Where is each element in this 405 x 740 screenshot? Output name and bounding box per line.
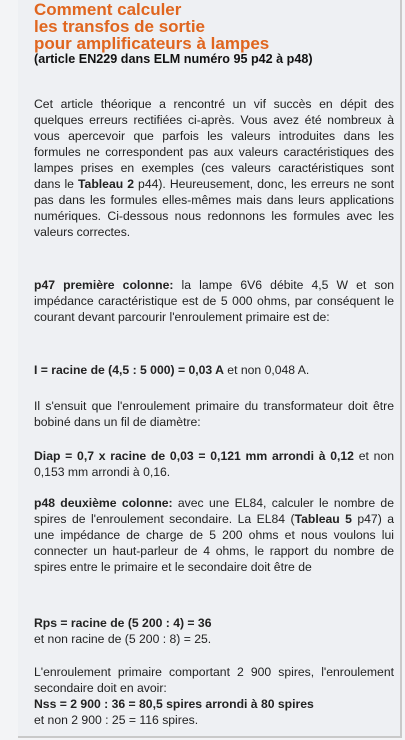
- formula-rps-text: et non racine de (5 200 : 8) = 25.: [34, 632, 212, 646]
- p47-text: la lampe 6V6 débite 4,5 W et son impédance caractéristique est de 5 000 ohms, par conséquent le courant devant parcourir l'enroulement primaire est de:: [34, 278, 394, 324]
- p48-text-2: p47) a une impédance de charge de 5 200 ohms et nous voulons lui connecter un haut-parleur de 4 ohms, le rapport du nombre de spires entre le primaire et le secondaire doit être de: [34, 512, 394, 574]
- formula-i-text: et non 0,048 A.: [223, 363, 310, 377]
- article-panel: [18, 0, 402, 738]
- formula-diap: [34, 448, 394, 480]
- formula-rps: [34, 615, 394, 647]
- intro-table-ref: Tableau 2: [78, 177, 134, 191]
- formula-diap-text: et non 0,153 mm arrondi à 0,16.: [34, 449, 394, 479]
- title-line-2: les transfos de sortie: [34, 17, 206, 36]
- conclusion-text-2: et non 2 900 : 25 = 116 spires.: [34, 713, 199, 727]
- p48-table-ref: Tableau 5: [294, 512, 352, 526]
- p47-heading: p47 première colonne:: [34, 278, 174, 292]
- primary-wire-text: Il s'ensuit que l'enroulement primaire du transformateur doit être bobiné dans un fil de diamètre:: [34, 399, 394, 429]
- p48-heading: p48 deuxième colonne:: [34, 496, 173, 510]
- p47-paragraph: [34, 277, 394, 325]
- intro-paragraph: [34, 96, 394, 240]
- intro-text-1: Cet article théorique a rencontré un vif succès en dépit des quelques erreurs rectifiées ci-après. Vous avez été nombreux à vous apercevoir que parfois les valeurs introduites dans les formules ne correspondent pas aux valeurs caractéristiques des lampes prises en exemples (ces valeurs caractéristiques sont dans le: [34, 97, 394, 191]
- formula-rps-bold: Rps = racine de (5 200 : 4) = 36: [34, 616, 212, 630]
- formula-i: [34, 362, 394, 378]
- title-line-1: Comment calculer: [34, 0, 182, 19]
- primary-wire-paragraph: [34, 398, 394, 430]
- conclusion-bold: Nss = 2 900 : 36 = 80,5 spires arrondi à 80 spires: [34, 697, 314, 711]
- title-line-3: pour amplificateurs à lampes: [34, 34, 270, 53]
- conclusion-text: L'enroulement primaire comportant 2 900 spires, l'enroulement secondaire doit en avoir:: [34, 665, 394, 695]
- article-subtitle: (article EN229 dans ELM numéro 95 p42 à p48): [34, 52, 313, 66]
- formula-i-bold: I = racine de (4,5 : 5 000) = 0,03 A: [34, 363, 224, 377]
- p48-paragraph: [34, 495, 394, 575]
- formula-diap-bold: Diap = 0,7 x racine de 0,03 = 0,121 mm arrondi à 0,12: [34, 449, 354, 463]
- p48-text-1: avec une EL84, calculer le nombre de spires de l'enroulement secondaire. La EL84 (: [34, 496, 394, 526]
- article-title: [34, 1, 394, 52]
- intro-text-2: p44). Heureusement, donc, les erreurs ne sont pas dans les formules elles-mêmes mais dans leurs applications numériques. Ci-dessous nous redonnons les formules avec les valeurs correctes.: [34, 177, 395, 239]
- conclusion-paragraph: [34, 664, 394, 728]
